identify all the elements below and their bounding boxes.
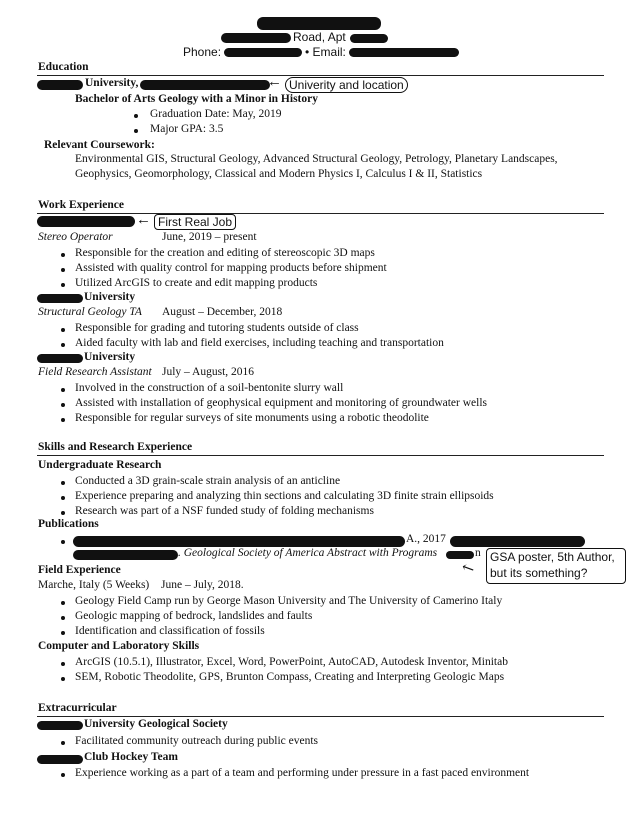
redacted-location	[140, 80, 270, 90]
major-gpa: Major GPA: 3.5	[150, 123, 224, 135]
redacted-org-1	[37, 721, 83, 730]
annotation-gsa-poster	[486, 548, 626, 584]
publications-title: Publications	[38, 518, 99, 530]
phone-label: Phone:	[183, 45, 222, 59]
bullet-icon	[61, 403, 65, 407]
redacted-university	[37, 80, 83, 90]
section-title-work: Work Experience	[38, 199, 124, 211]
publication-year: A., 2017	[406, 533, 446, 545]
bullet-icon	[61, 268, 65, 272]
publication-tail: n	[475, 547, 481, 559]
field-bullet-3: Identification and classification of fossils	[75, 625, 265, 637]
section-rule	[37, 716, 604, 717]
publication-venue: . Geological Society of America Abstract with Programs	[178, 547, 438, 559]
coursework-label: Relevant Coursework:	[44, 139, 155, 151]
bullet-icon	[134, 129, 138, 133]
section-rule	[37, 213, 604, 214]
redacted-address	[221, 33, 291, 43]
bullet-icon	[61, 511, 65, 515]
field-dates: June – July, 2018.	[161, 579, 244, 591]
section-rule	[37, 75, 604, 76]
coursework-line-1: Environmental GIS, Structural Geology, Advanced Structural Geology, Petrology, Planetary Landscapes,	[75, 153, 558, 165]
bullet-icon	[61, 540, 65, 544]
research-title: Undergraduate Research	[38, 459, 162, 471]
section-title-extracurricular: Extracurricular	[38, 702, 117, 714]
job1-bullet-3: Utilized ArcGIS to create and edit mapping products	[75, 277, 318, 289]
job1-bullet-2: Assisted with quality control for mapping products before shipment	[75, 262, 387, 274]
redacted-employer-1	[37, 216, 135, 227]
job1-bullet-1: Responsible for the creation and editing of stereoscopic 3D maps	[75, 247, 375, 259]
job3-bullet-2: Assisted with installation of geophysical equipment and monitoring of groundwater wells	[75, 397, 488, 409]
field-bullet-1: Geology Field Camp run by George Mason University and The University of Camerino Italy	[75, 595, 503, 607]
job3-bullet-3: Responsible for regular surveys of site monuments using a robotic theodolite	[75, 412, 429, 424]
arrow-icon: ←	[267, 74, 282, 90]
computer-bullet-2: SEM, Robotic Theodolite, GPS, Brunton Compass, Creating and Interpreting Geologic Maps	[75, 671, 505, 683]
annotation-gsa-line-1: GSA poster, 5th Author,	[490, 550, 615, 564]
section-title-education: Education	[38, 61, 89, 73]
bullet-icon	[61, 773, 65, 777]
job3-bullet-1: Involved in the construction of a soil-bentonite slurry wall	[75, 382, 344, 394]
redacted-title-1	[450, 536, 585, 547]
field-bullet-2: Geologic mapping of bedrock, landslides and faults	[75, 610, 313, 622]
job2-bullet-2: Aided faculty with lab and field exercises, including teaching and transportation	[75, 337, 444, 349]
redacted-authors	[73, 536, 405, 547]
arrow-icon: ↖	[459, 559, 478, 579]
job3-role: Field Research Assistant	[38, 366, 152, 378]
annotation-university: Univerity and location	[285, 77, 408, 93]
bullet-icon	[61, 677, 65, 681]
coursework-line-2: Geophysics, Geomorphology, Classical and Modern Physics I, Calculus I & II, Statistics	[75, 168, 483, 180]
graduation-date: Graduation Date: May, 2019	[150, 108, 282, 120]
org1-bullet: Facilitated community outreach during public events	[75, 735, 319, 747]
bullet-icon	[61, 328, 65, 332]
research-bullet-3: Research was part of a NSF funded study of folding mechanisms	[75, 505, 374, 517]
annotation-gsa-line-2: but its something?	[490, 566, 588, 580]
redacted-employer-3	[37, 354, 83, 363]
bullet-icon	[61, 601, 65, 605]
bullet-icon	[61, 388, 65, 392]
bullet-icon	[61, 283, 65, 287]
job1-dates: June, 2019 – present	[162, 231, 257, 243]
research-bullet-2: Experience preparing and analyzing thin sections and calculating 3D finite strain ellipsoids	[75, 490, 494, 502]
bullet-icon	[61, 616, 65, 620]
job1-role: Stereo Operator	[38, 231, 113, 243]
address-text: Road, Apt	[293, 30, 346, 44]
field-experience-title: Field Experience	[38, 564, 121, 576]
computer-bullet-1: ArcGIS (10.5.1), Illustrator, Excel, Word, PowerPoint, AutoCAD, Autodesk Inventor, Minitab	[75, 656, 508, 668]
job2-employer: University	[84, 291, 136, 303]
redacted-name	[257, 17, 381, 30]
org1-name: University Geological Society	[84, 718, 228, 730]
bullet-icon	[61, 481, 65, 485]
job2-role: Structural Geology TA	[38, 306, 142, 318]
degree-title: Bachelor of Arts Geology with a Minor in History	[75, 93, 318, 105]
org2-name: Club Hockey Team	[84, 751, 178, 763]
bullet-icon	[61, 631, 65, 635]
bullet-icon	[134, 114, 138, 118]
bullet-icon	[61, 418, 65, 422]
arrow-icon: ←	[136, 212, 151, 228]
section-rule	[37, 455, 604, 456]
bullet-icon	[61, 343, 65, 347]
redacted-email	[349, 48, 459, 57]
job3-employer: University	[84, 351, 136, 363]
field-location: Marche, Italy (5 Weeks)	[38, 579, 150, 591]
university-name: University,	[85, 77, 139, 89]
job2-bullet-1: Responsible for grading and tutoring students outside of class	[75, 322, 359, 334]
email-label: • Email:	[305, 45, 346, 59]
annotation-first-job: First Real Job	[154, 214, 236, 230]
redacted-org-2	[37, 755, 83, 764]
redacted-title-2	[73, 550, 178, 560]
job2-dates: August – December, 2018	[162, 306, 283, 318]
redacted-phone	[224, 48, 302, 57]
job3-dates: July – August, 2016	[162, 366, 255, 378]
section-title-skills: Skills and Research Experience	[38, 441, 193, 453]
bullet-icon	[61, 253, 65, 257]
research-bullet-1: Conducted a 3D grain-scale strain analysis of an anticline	[75, 475, 341, 487]
redacted-address-2	[350, 34, 388, 43]
org2-bullet: Experience working as a part of a team and performing under pressure in a fast paced environment	[75, 767, 530, 779]
redacted-employer-2	[37, 294, 83, 303]
bullet-icon	[61, 496, 65, 500]
bullet-icon	[61, 662, 65, 666]
computer-skills-title: Computer and Laboratory Skills	[38, 640, 200, 652]
bullet-icon	[61, 741, 65, 745]
